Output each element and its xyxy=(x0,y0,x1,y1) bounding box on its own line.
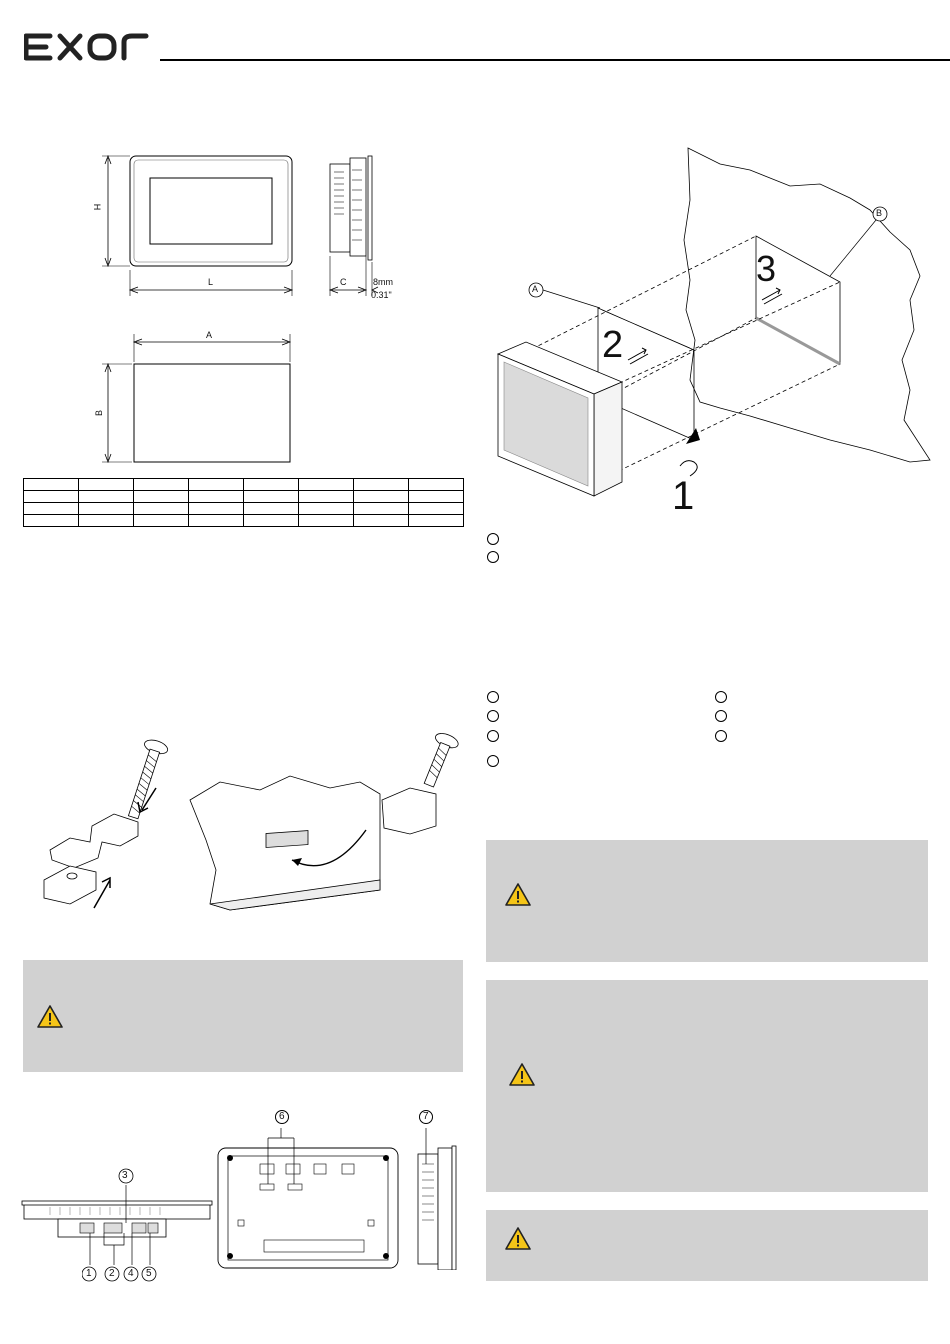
spec-table-cell xyxy=(244,491,299,503)
dim-label-height: H xyxy=(92,203,103,211)
spec-table-cell xyxy=(189,515,244,527)
callout-3-label: 3 xyxy=(122,1170,128,1181)
header-rule xyxy=(160,59,950,61)
legend-bullet xyxy=(715,691,727,703)
legend-bullet xyxy=(487,551,499,563)
callout-circles xyxy=(82,1166,462,1286)
spec-table-cell xyxy=(134,515,189,527)
warning-triangle-icon xyxy=(36,1004,64,1030)
spec-table-cell xyxy=(244,515,299,527)
spec-table-cell xyxy=(79,479,134,491)
legend-bullet xyxy=(487,533,499,545)
dim-label-depth: C xyxy=(340,277,347,287)
spec-table-cell xyxy=(244,479,299,491)
spec-table-cell xyxy=(409,515,464,527)
warning-box xyxy=(486,980,928,1192)
spec-table-cell xyxy=(244,503,299,515)
cutout-drawing xyxy=(94,330,304,470)
spec-table-cell xyxy=(299,491,354,503)
spec-table-cell xyxy=(24,515,79,527)
spec-table-row xyxy=(24,503,464,515)
spec-table-cell xyxy=(409,479,464,491)
spec-table-cell xyxy=(134,503,189,515)
spec-table-cell xyxy=(134,491,189,503)
legend-bullet xyxy=(487,691,499,703)
warning-triangle-icon xyxy=(508,1062,536,1088)
installation-drawing xyxy=(490,140,940,520)
spec-table-cell xyxy=(79,491,134,503)
step-3-number: 3 xyxy=(756,248,777,289)
legend-bullet xyxy=(487,730,499,742)
spec-table-cell xyxy=(24,479,79,491)
spec-table-cell xyxy=(299,515,354,527)
spec-table-cell xyxy=(354,479,409,491)
spec-table-cell xyxy=(299,479,354,491)
spec-table-cell xyxy=(79,515,134,527)
legend-bullet xyxy=(715,710,727,722)
panel-dimensions-drawing xyxy=(94,150,394,300)
dim-label-length: L xyxy=(208,277,214,287)
spec-table-row xyxy=(24,491,464,503)
spec-table-cell xyxy=(189,503,244,515)
spec-table-cell xyxy=(24,491,79,503)
step-1-number: 1 xyxy=(672,474,695,518)
spec-table-cell xyxy=(134,479,189,491)
spec-table-cell xyxy=(79,503,134,515)
callout-b-label: B xyxy=(876,208,883,218)
step-2-number: 2 xyxy=(602,324,624,366)
warning-triangle-icon xyxy=(504,1226,532,1252)
legend-bullet xyxy=(715,730,727,742)
dim-label-offset-in: 0.31" xyxy=(371,290,392,300)
warning-box xyxy=(486,1210,928,1281)
spec-table-cell xyxy=(409,503,464,515)
warning-triangle-icon xyxy=(504,882,532,908)
spec-table-row xyxy=(24,515,464,527)
dim-label-cutout-height: B xyxy=(94,409,105,417)
callout-2-label: 2 xyxy=(109,1268,115,1279)
callout-a-label: A xyxy=(532,284,539,294)
legend-bullet xyxy=(487,710,499,722)
spec-table-cell xyxy=(24,503,79,515)
callout-6-label: 6 xyxy=(279,1111,285,1122)
dim-label-cutout-width: A xyxy=(206,330,213,340)
spec-table xyxy=(23,478,464,527)
callout-7-label: 7 xyxy=(423,1111,429,1122)
warning-box xyxy=(23,960,463,1072)
callout-1-label: 1 xyxy=(86,1268,92,1279)
dim-label-offset-mm: 8mm xyxy=(373,277,393,287)
spec-table-cell xyxy=(354,491,409,503)
spec-table-cell xyxy=(409,491,464,503)
spec-table-cell xyxy=(354,503,409,515)
spec-table-row xyxy=(24,479,464,491)
spec-table-cell xyxy=(189,491,244,503)
spec-table-cell xyxy=(189,479,244,491)
mounting-clip-drawing xyxy=(30,720,470,920)
legend-bullet xyxy=(487,755,499,767)
callout-5-label: 5 xyxy=(146,1268,152,1279)
callout-4-label: 4 xyxy=(128,1268,134,1279)
spec-table-cell xyxy=(299,503,354,515)
exor-logo xyxy=(24,32,150,62)
spec-table-cell xyxy=(354,515,409,527)
warning-box xyxy=(486,840,928,962)
